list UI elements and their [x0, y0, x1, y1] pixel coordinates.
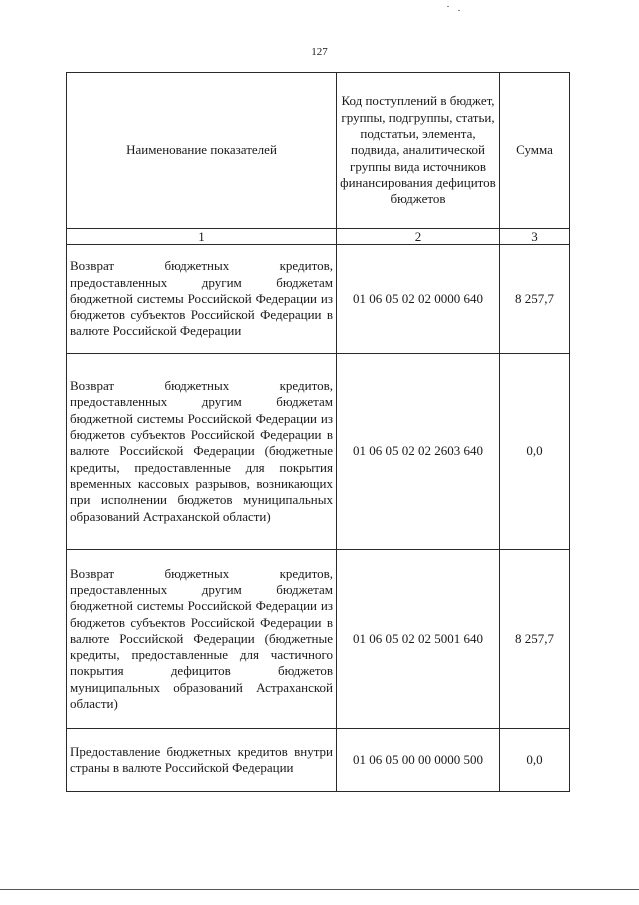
scan-edge-line: [0, 889, 639, 890]
column-number: 3: [500, 229, 570, 245]
row-name: Возврат бюджетных кредитов, предоставленных другим бюджетам бюджетной системы Российской Федерации из бюджетов субъектов Российской Федерации в валюте Российской Федерации (бюджетные кредиты, предоставленные для частичного покрытия дефицитов бюджетов муниципальных образований Астраханской области): [67, 550, 337, 729]
row-sum: 8 257,7: [500, 245, 570, 354]
page-number: 127: [311, 46, 328, 58]
row-code: 01 06 05 02 02 2603 640: [337, 354, 500, 550]
scan-speck: [458, 10, 460, 11]
column-number-row: [67, 229, 570, 245]
header-name: Наименование показателей: [67, 73, 337, 229]
budget-table: [66, 72, 570, 792]
header-sum: Сумма: [500, 73, 570, 229]
row-sum: 8 257,7: [500, 550, 570, 729]
column-number: 1: [67, 229, 337, 245]
header-code: Код поступлений в бюджет, группы, подгруппы, статьи, подстатьи, элемента, подвида, аналитической группы вида источников финансирования дефицитов бюджетов: [337, 73, 500, 229]
scan-speck: [447, 6, 449, 7]
table-row: [67, 729, 570, 792]
row-code: 01 06 05 00 00 0000 500: [337, 729, 500, 792]
row-sum: 0,0: [500, 354, 570, 550]
row-code: 01 06 05 02 02 0000 640: [337, 245, 500, 354]
row-name: Возврат бюджетных кредитов, предоставленных другим бюджетам бюджетной системы Российской Федерации из бюджетов субъектов Российской Федерации в валюте Российской Федерации (бюджетные кредиты, предоставленные для покрытия временных кассовых разрывов, возникающих при исполнении бюджетов муниципальных образований Астраханской области): [67, 354, 337, 550]
row-sum: 0,0: [500, 729, 570, 792]
column-number: 2: [337, 229, 500, 245]
table-row: [67, 245, 570, 354]
table-row: [67, 550, 570, 729]
row-code: 01 06 05 02 02 5001 640: [337, 550, 500, 729]
table-header-row: [67, 73, 570, 229]
row-name: Предоставление бюджетных кредитов внутри страны в валюте Российской Федерации: [67, 729, 337, 792]
row-name: Возврат бюджетных кредитов, предоставленных другим бюджетам бюджетной системы Российской Федерации из бюджетов субъектов Российской Федерации в валюте Российской Федерации: [67, 245, 337, 354]
table-row: [67, 354, 570, 550]
